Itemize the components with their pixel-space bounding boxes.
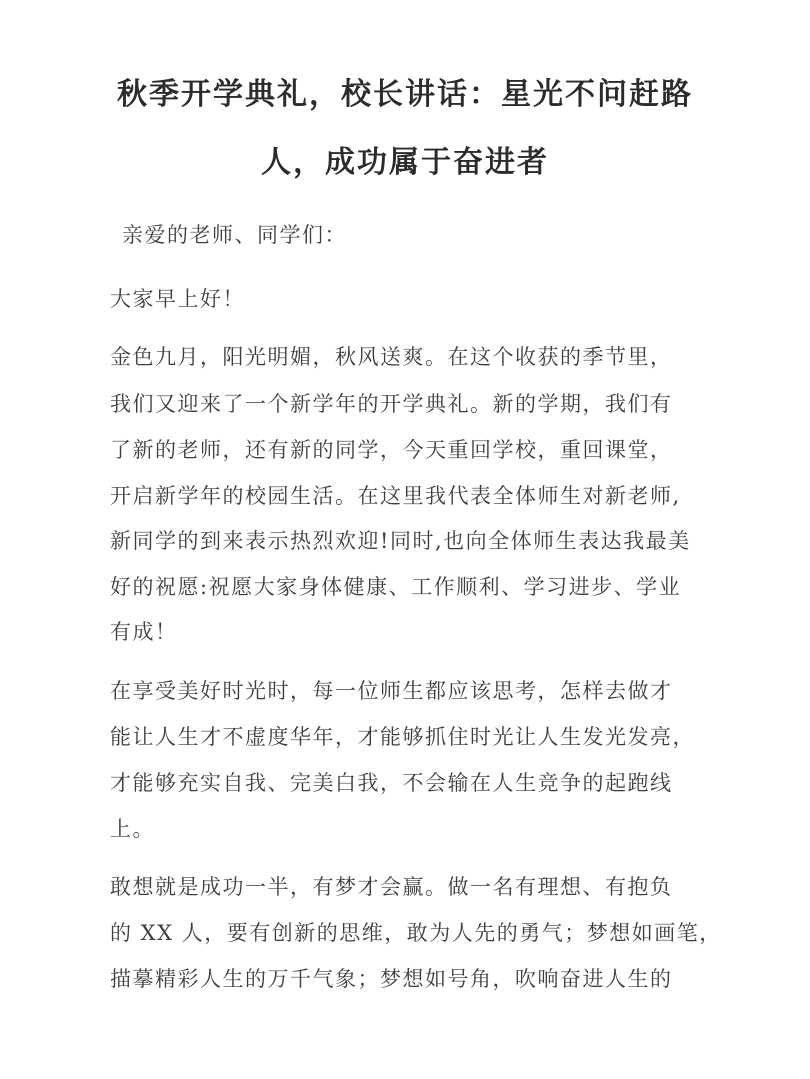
paragraph-2-line-2: 我们又迎来了一个新学年的开学典礼。新的学期，我们有 [110,392,673,416]
paragraph-3-line-2: 能让人生才不虚度华年，才能够抓住时光让人生发光发亮， [110,725,695,749]
paragraph-2-line-5: 新同学的到来表示热烈欢迎!同时,也向全体师生表达我最美 [110,529,691,553]
paragraph-4-line-3: 描摹精彩人生的万千气象；梦想如号角，吹响奋进人生的 [110,967,673,991]
paragraph-3-line-3: 才能够充实自我、完美白我，不会输在人生竞争的起跑线 [110,771,673,795]
title-line-1: 秋季开学典礼，校长讲话：星光不问赶路 [117,77,693,112]
title-line-2: 人，成功属于奋进者 [261,145,549,180]
paragraph-2-line-7: 有成！ [110,620,178,644]
paragraph-4-line-2: 的 XX 人，要有创新的思维，敢为人先的勇气；梦想如画笔， [110,921,722,945]
paragraph-3-line-1: 在享受美好时光时，每一位师生都应该思考，怎样去做才 [110,679,673,703]
paragraph-2-line-6: 好的祝愿:祝愿大家身体健康、工作顺利、学习进步、学业 [110,575,682,599]
greeting: 亲爱的老师、同学们： [122,223,347,247]
paragraph-2-line-3: 了新的老师，还有新的同学，今天重回学校，重回课堂， [110,438,673,462]
paragraph-4-line-1: 敢想就是成功一半，有梦才会赢。做一名有理想、有抱负 [110,875,673,899]
paragraph-2-line-1: 金色九月，阳光明媚，秋风送爽。在这个收获的季节里， [110,345,673,369]
paragraph-3-line-4: 上。 [110,817,155,841]
paragraph-2-line-4: 开启新学年的校园生活。在这里我代表全体师生对新老师, [110,484,681,508]
paragraph-1-line-1: 大家早上好！ [110,287,245,311]
